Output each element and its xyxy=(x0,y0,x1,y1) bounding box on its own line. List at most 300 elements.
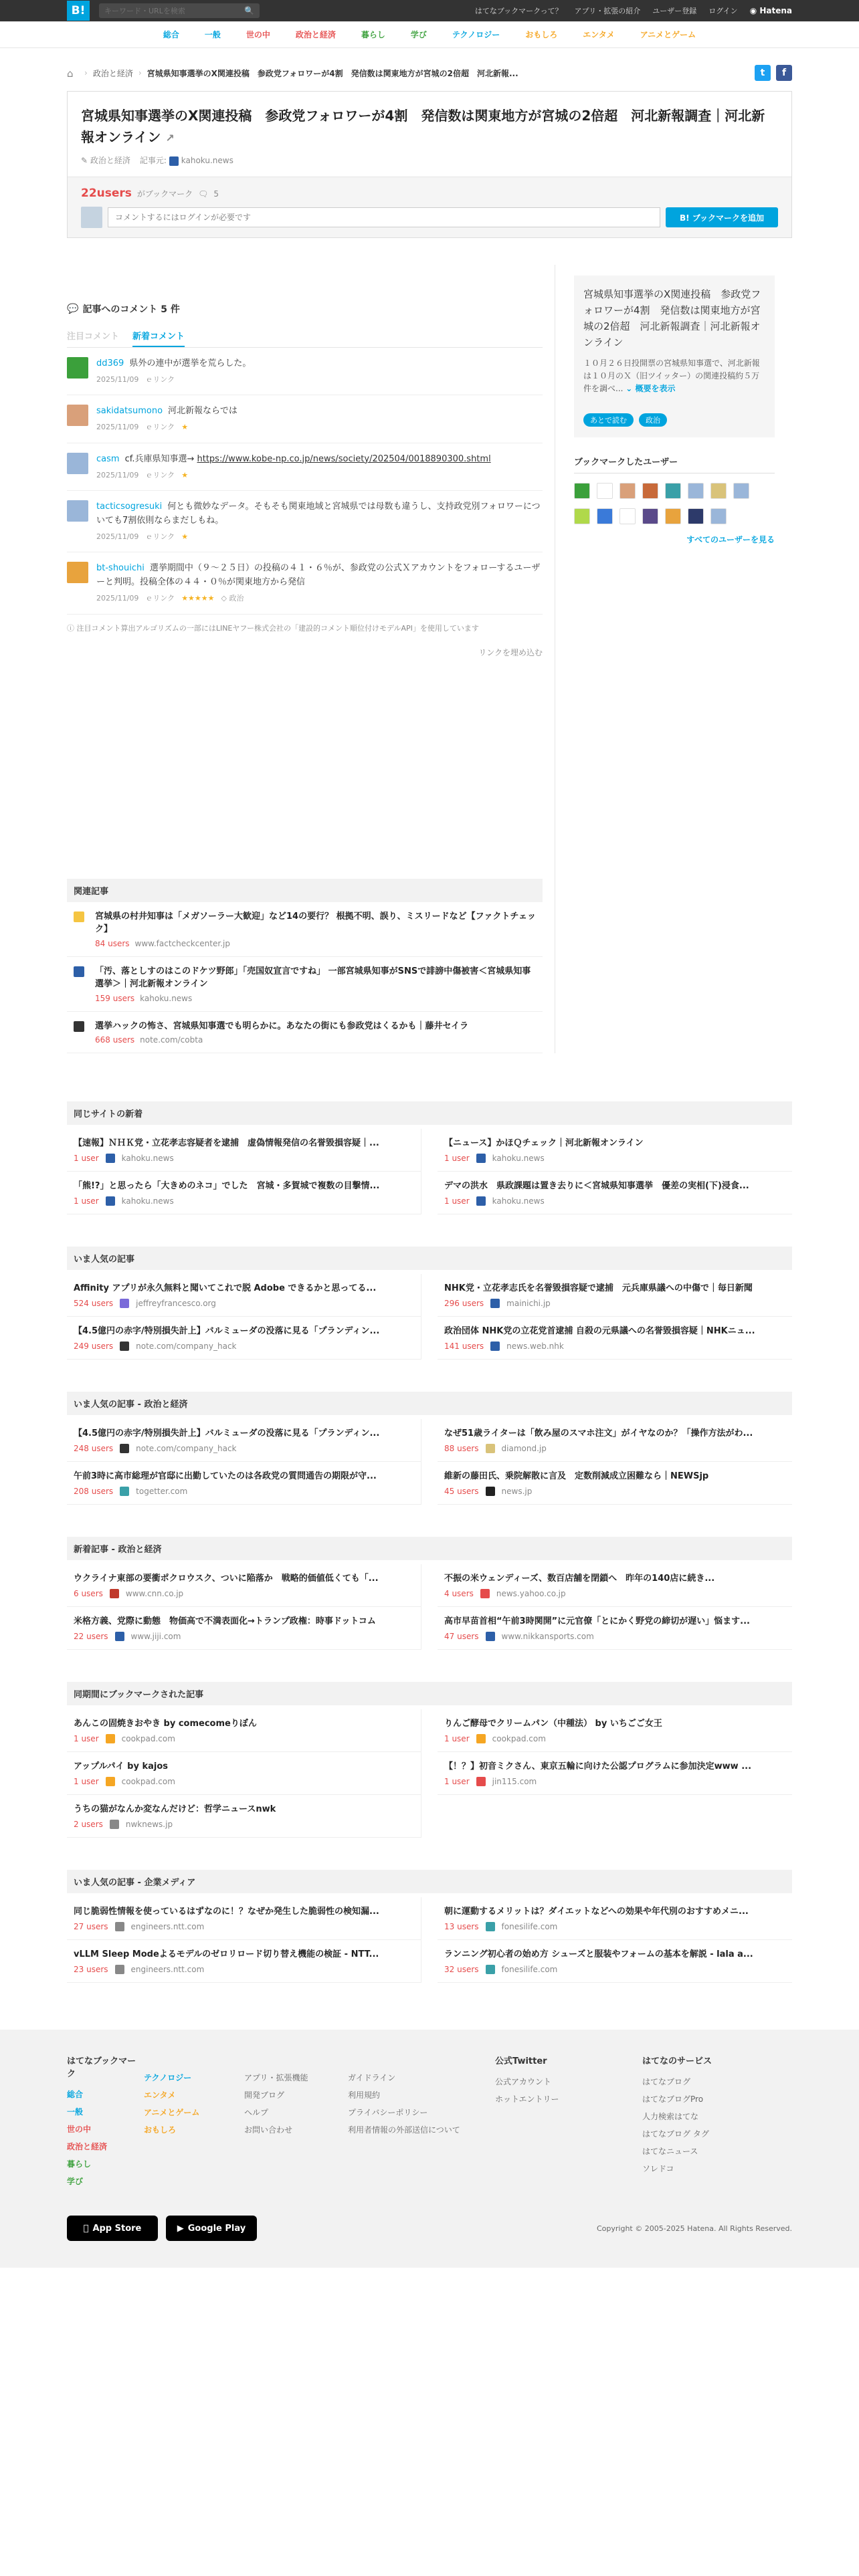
google-play-badge[interactable]: ▶ Google Play xyxy=(166,2216,257,2241)
hatena-brand-link[interactable]: ◉ Hatena xyxy=(749,6,792,15)
article-users[interactable]: 23 users xyxy=(74,1965,108,1975)
article-item xyxy=(438,1752,792,1795)
article-item xyxy=(67,1897,421,1940)
comment-text: 県外の連中が選挙を荒らした。 xyxy=(129,358,252,368)
category-7[interactable]: おもしろ xyxy=(525,30,558,39)
breadcrumb xyxy=(67,58,792,88)
article-item xyxy=(67,1172,421,1214)
footer-link[interactable]: 学び xyxy=(67,2177,84,2187)
comment-permalink[interactable]: ｅリンク xyxy=(145,532,175,541)
article-title[interactable]: 【4.5億円の赤字/特別損失計上】バルミューダの没落に見る「プランディン... xyxy=(74,1428,380,1439)
footer-heading: はてなブックマーク xyxy=(67,2056,136,2080)
article-source[interactable]: cookpad.com xyxy=(492,1734,546,1744)
related-users[interactable]: 159 users xyxy=(95,993,135,1003)
comment-info xyxy=(96,593,543,605)
comment-date[interactable]: 2025/11/09 xyxy=(96,374,139,384)
chevron-right-icon: › xyxy=(84,68,88,78)
footer-link[interactable]: はてなブログPro xyxy=(642,2095,704,2105)
footer-link[interactable]: ガイドライン xyxy=(348,2073,396,2083)
tab-popular-comments[interactable]: 注目コメント xyxy=(67,332,120,342)
external-link-icon[interactable]: ↗ xyxy=(165,132,175,144)
article-users[interactable]: 32 users xyxy=(444,1965,479,1975)
article-title[interactable]: デマの洪水 県政課題は置き去りに＜宮城県知事選挙 優差の実相(下)浸食... xyxy=(444,1181,749,1192)
article-source[interactable]: engineers.ntt.com xyxy=(130,1922,205,1932)
user-avatar[interactable] xyxy=(642,508,658,524)
site-favicon xyxy=(476,1734,486,1743)
article-source[interactable]: fonesilife.com xyxy=(501,1965,558,1975)
footer-link[interactable]: ヘルプ xyxy=(244,2108,269,2118)
user-avatar[interactable] xyxy=(688,508,704,524)
comment-date[interactable]: 2025/11/09 xyxy=(96,470,139,479)
comment-link[interactable]: https://www.kobe-np.co.jp/news/society/202504/0018890300.shtml xyxy=(197,453,491,464)
star-icon[interactable]: ★ xyxy=(181,423,189,432)
comment-username[interactable]: dd369 xyxy=(96,358,124,368)
footer-link[interactable]: 政治と経済 xyxy=(67,2142,108,2152)
comment-username[interactable]: tacticsogresuki xyxy=(96,502,163,512)
main-column xyxy=(67,265,555,1053)
comment-input[interactable] xyxy=(108,207,660,227)
article-users[interactable]: 4 users xyxy=(444,1589,474,1599)
article-title[interactable]: 【4.5億円の赤字/特別損失計上】バルミューダの没落に見る「プランディン... xyxy=(74,1326,380,1337)
category-1[interactable]: 一般 xyxy=(204,30,221,39)
article-item xyxy=(438,1274,792,1317)
article-source[interactable]: fonesilife.com xyxy=(501,1922,558,1932)
article-users[interactable]: 22 users xyxy=(74,1632,108,1642)
article-users[interactable]: 13 users xyxy=(444,1922,479,1932)
article-users[interactable]: 45 users xyxy=(444,1487,479,1497)
site-favicon xyxy=(74,1021,84,1032)
site-favicon xyxy=(490,1341,500,1351)
user-avatar[interactable] xyxy=(597,483,613,499)
twitter-share-icon[interactable]: t xyxy=(755,65,771,81)
tab-new-comments[interactable]: 新着コメント xyxy=(132,325,185,347)
article-title[interactable]: うちの猫がなんか変なんだけど：哲学ニュースnwk xyxy=(74,1804,276,1815)
article-users[interactable]: 1 user xyxy=(74,1196,99,1206)
category-2[interactable]: 世の中 xyxy=(246,30,270,39)
article-sections xyxy=(67,1101,792,1983)
related-item xyxy=(67,1012,543,1054)
article-item xyxy=(438,1129,792,1172)
comment-item xyxy=(67,395,543,443)
user-avatar[interactable] xyxy=(574,508,590,524)
footer-link[interactable]: アプリ・拡張機能 xyxy=(244,2073,308,2083)
users-count-link[interactable]: 22users xyxy=(81,187,132,200)
comment-username[interactable]: bt-shouichi xyxy=(96,563,145,574)
section-heading: いま人気の記事 - 政治と経済 xyxy=(67,1392,792,1415)
tag-politics[interactable]: 政治 xyxy=(639,413,667,427)
footer-link[interactable]: はてなブログ タグ xyxy=(642,2129,709,2139)
chevron-right-icon: › xyxy=(138,68,142,78)
article-title[interactable]: あんこの固焼きおやき by comecomeりぼん xyxy=(74,1719,257,1729)
article-source[interactable]: diamond.jp xyxy=(501,1444,547,1454)
article-title[interactable]: vLLM Sleep Modeよるモデルのゼロリロード切り替え機能の検証 - NTT... xyxy=(74,1949,379,1960)
footer-link[interactable]: 総合 xyxy=(67,2090,84,2100)
share-buttons xyxy=(755,65,792,81)
article-item xyxy=(67,1795,421,1838)
site-favicon xyxy=(486,1922,495,1931)
site-favicon xyxy=(486,1632,495,1641)
site-favicon xyxy=(486,1444,495,1453)
section-heading: 新着記事 - 政治と経済 xyxy=(67,1537,792,1560)
kahoku-favicon xyxy=(169,156,179,166)
article-source[interactable]: kahoku.news xyxy=(492,1196,545,1206)
app-stores xyxy=(67,2216,792,2241)
article-source[interactable]: news.jp xyxy=(501,1487,533,1497)
related-item xyxy=(67,957,543,1012)
comment-icon: 🗨 xyxy=(198,189,209,199)
user-avatar[interactable] xyxy=(665,508,681,524)
star-icon[interactable]: ★ xyxy=(181,470,189,479)
breadcrumb-category[interactable]: 政治と経済 xyxy=(92,68,133,78)
signup-link[interactable]: ユーザー登録 xyxy=(652,7,697,15)
star-icon[interactable]: ★★★★★ xyxy=(181,593,215,603)
article-source[interactable]: jeffreyfrancesco.org xyxy=(136,1299,216,1309)
comment-tag[interactable]: ◇ 政治 xyxy=(221,593,244,603)
article-title[interactable]: 維新の藤田氏、乗院解散に言及 定数削減成立困難なら｜NEWSjp xyxy=(444,1471,709,1482)
avatar[interactable] xyxy=(67,500,88,522)
hatena-bookmark-logo[interactable]: B! xyxy=(67,1,90,21)
article-source[interactable]: kahoku.news xyxy=(492,1154,545,1164)
footer-link[interactable]: お問い合わせ xyxy=(244,2125,293,2135)
search-box[interactable] xyxy=(99,3,260,18)
site-favicon xyxy=(115,1632,124,1641)
comment-item xyxy=(67,443,543,491)
site-favicon xyxy=(120,1341,129,1351)
site-favicon xyxy=(110,1820,119,1829)
article-section xyxy=(67,1682,792,1838)
article-users[interactable]: 1 user xyxy=(74,1734,99,1744)
site-favicon xyxy=(120,1444,129,1453)
article-users[interactable]: 88 users xyxy=(444,1444,479,1454)
footer-link[interactable]: 開発ブログ xyxy=(244,2090,285,2101)
avatar[interactable] xyxy=(67,357,88,379)
site-favicon xyxy=(486,1487,495,1496)
comment-date[interactable]: 2025/11/09 xyxy=(96,532,139,541)
article-source[interactable]: cookpad.com xyxy=(121,1734,175,1744)
article-source[interactable]: engineers.ntt.com xyxy=(130,1965,205,1975)
section-heading: 同期間にブックマークされた記事 xyxy=(67,1682,792,1705)
article-item xyxy=(67,1317,421,1360)
chevron-down-icon: ⌄ xyxy=(626,384,636,394)
comment-permalink[interactable]: ｅリンク xyxy=(145,374,175,384)
category-3[interactable]: 政治と経済 xyxy=(295,30,336,39)
section-heading: いま人気の記事 xyxy=(67,1247,792,1270)
tag-read-later[interactable]: あとで読む xyxy=(583,413,634,427)
related-title[interactable]: 宮城県の村井知事は「メガソーラー大歓迎」など14の要行？ 根拠不明、誤り、ミスリードなど【ファクトチェック】 xyxy=(95,911,536,935)
twitter-heading: 公式Twitter xyxy=(495,2056,547,2067)
article-users[interactable]: 1 user xyxy=(444,1196,470,1206)
article-users[interactable]: 1 user xyxy=(444,1154,470,1164)
show-summary-link[interactable]: ⌄ 概要を表示 xyxy=(626,384,676,394)
article-title[interactable]: 同じ脆弱性情報を使っているはずなのに！？なぜか発生した脆弱性の検知漏... xyxy=(74,1907,379,1917)
bookmark-user-grid xyxy=(574,483,775,524)
user-avatar[interactable] xyxy=(574,483,590,499)
user-avatar[interactable] xyxy=(597,508,613,524)
comment-bubble-icon: 💬 xyxy=(67,304,79,314)
article-source[interactable]: news.yahoo.co.jp xyxy=(496,1589,566,1599)
source-link[interactable]: kahoku.news xyxy=(181,156,233,165)
category-6[interactable]: テクノロジー xyxy=(452,30,500,39)
apps-link[interactable]: アプリ・拡張の紹介 xyxy=(574,7,641,15)
article-title[interactable]: 午前3時に高市総理が官邸に出勤していたのは各政党の質問通告の期限が守... xyxy=(74,1471,377,1482)
breadcrumb-current: 宮城県知事選挙のX関連投稿 参政党フォロワーが4割 発信数は関東地方が宮城の2倍超 河北新報... xyxy=(147,68,518,78)
article-users[interactable]: 6 users xyxy=(74,1589,103,1599)
site-favicon xyxy=(120,1487,129,1496)
user-avatar[interactable] xyxy=(619,483,636,499)
article-source[interactable]: note.com/company_hack xyxy=(136,1341,237,1352)
article-item xyxy=(438,1462,792,1505)
article-title[interactable]: 米格方義、党際に動態 物価高で不満表面化→トランプ政権：時事ドットコム xyxy=(74,1616,376,1627)
category-8[interactable]: エンタメ xyxy=(583,30,615,39)
category-nav xyxy=(0,21,859,48)
article-users[interactable]: 1 user xyxy=(74,1154,99,1164)
article-item xyxy=(438,1317,792,1360)
related-source[interactable]: www.factcheckcenter.jp xyxy=(134,938,230,948)
user-avatar[interactable] xyxy=(642,483,658,499)
article-title[interactable]: 「熊!?」と思ったら「大きめのネコ」でした 宮城・多賀城で複数の目撃情... xyxy=(74,1181,380,1192)
comment-text: 何とも微妙なデータ。そもそも関東地域と宮城県では母数も違うし、支持政党別フォロワーについても7割依則ならまだしもね。 xyxy=(96,502,541,526)
play-icon: ▶ xyxy=(177,2223,184,2234)
footer-link[interactable]: 利用規約 xyxy=(348,2090,381,2101)
article-item xyxy=(438,1897,792,1940)
footer-link[interactable]: ホットエントリー xyxy=(495,2095,559,2105)
apple-icon xyxy=(84,2224,89,2234)
site-favicon xyxy=(476,1196,486,1206)
article-source[interactable]: kahoku.news xyxy=(121,1154,174,1164)
comments-heading: 💬 記事へのコメント 5 件 xyxy=(67,304,180,315)
article-item xyxy=(67,1462,421,1505)
article-users[interactable]: 1 user xyxy=(74,1777,99,1787)
footer-link[interactable]: 世の中 xyxy=(67,2125,92,2135)
comment-text: cf.兵庫県知事選→ xyxy=(124,453,197,464)
article-users[interactable]: 248 users xyxy=(74,1444,114,1454)
user-avatar[interactable] xyxy=(733,483,749,499)
users-line xyxy=(81,187,778,200)
comment-permalink[interactable]: ｅリンク xyxy=(145,593,175,603)
site-favicon xyxy=(110,1589,119,1598)
avatar[interactable] xyxy=(67,453,88,474)
site-favicon xyxy=(106,1777,115,1786)
site-favicon xyxy=(486,1965,495,1974)
bookmark-label: がブックマーク xyxy=(136,189,193,199)
entry-box xyxy=(67,91,792,238)
article-item xyxy=(67,1607,421,1650)
category-0[interactable]: 総合 xyxy=(163,30,179,39)
article-users[interactable]: 1 user xyxy=(444,1777,470,1787)
comment-item xyxy=(67,348,543,395)
footer xyxy=(0,2030,859,2268)
article-title[interactable]: Affinity アプリが永久無料と聞いてこれで脱 Adobe できるかと思ってる... xyxy=(74,1283,377,1294)
add-bookmark-button[interactable]: B! ブックマークを追加 xyxy=(666,207,778,227)
article-title[interactable]: ウクライナ東部の要衝ポクロウスク、ついに陥落か 戦略的価値低くても「... xyxy=(74,1574,379,1584)
article-source[interactable]: jin115.com xyxy=(492,1777,537,1787)
user-avatar[interactable] xyxy=(710,508,727,524)
comment-tabs xyxy=(67,325,543,348)
sidebar-summary xyxy=(574,276,775,437)
embed-link[interactable]: リンクを埋め込む xyxy=(478,647,543,657)
footer-link[interactable]: はてなニュース xyxy=(642,2147,698,2157)
article-item xyxy=(67,1419,421,1462)
article-source[interactable]: kahoku.news xyxy=(121,1196,174,1206)
footer-link[interactable]: プライバシーポリシー xyxy=(348,2108,428,2118)
article-item xyxy=(438,1940,792,1983)
article-users[interactable]: 296 users xyxy=(444,1299,484,1309)
article-source[interactable]: cookpad.com xyxy=(121,1777,175,1787)
article-item xyxy=(67,1709,421,1752)
star-icon[interactable]: ★ xyxy=(181,532,189,541)
article-title[interactable]: NHK党・立花孝志氏を名誉毀損容疑で逮捕 元兵庫県議への中傷で｜毎日新聞 xyxy=(444,1283,753,1294)
article-users[interactable]: 2 users xyxy=(74,1820,103,1830)
related-heading: 関連記事 xyxy=(67,879,543,902)
login-link[interactable]: ログイン xyxy=(708,7,738,15)
article-title[interactable]: なぜ51歳ライターは「飲み屋のスマホ注文」がイヤなのか？「操作方法がわ... xyxy=(444,1428,753,1439)
category-icon: ✎ xyxy=(81,156,90,165)
comment-list xyxy=(67,348,543,615)
article-item xyxy=(438,1172,792,1214)
site-favicon xyxy=(476,1777,486,1786)
site-favicon xyxy=(476,1154,486,1163)
comment-permalink[interactable]: ｅリンク xyxy=(145,470,175,479)
article-title[interactable]: 【速報】ＮＨＫ党・立花孝志容疑者を逮捕 虚偽情報発信の名誉毀損容疑｜... xyxy=(74,1138,379,1149)
entry-title[interactable]: 宮城県知事選挙のX関連投稿 参政党フォロワーが4割 発信数は関東地方が宮城の2倍超 河北新報調査｜河北新報オンライン ↗ xyxy=(81,108,765,145)
article-users[interactable]: 47 users xyxy=(444,1632,479,1642)
source-label: 記事元: xyxy=(139,156,167,165)
article-section xyxy=(67,1870,792,1983)
article-title[interactable]: ランニング初心者の始め方 シューズと服装やフォームの基本を解説 - lala a... xyxy=(444,1949,753,1960)
related-title[interactable]: 「汚、落としすのはこのドケツ野郎」「売国奴宣言ですね」 一部宮城県知事がSNSで誹謗中傷被害＜宮城県知事選挙＞｜河北新報オンライン xyxy=(95,966,531,990)
related-source[interactable]: kahoku.news xyxy=(140,993,193,1003)
article-title[interactable]: 【！？】初音ミクさん、東京五輪に向けた公認プログラムに参加決定www ... xyxy=(444,1761,752,1772)
article-title[interactable]: 【ニュース】かほＱチェック｜河北新報オンライン xyxy=(444,1138,644,1149)
section-heading: 同じサイトの新着 xyxy=(67,1101,792,1125)
algorithm-note: ⓘ 注目コメント算出アルゴリズムの一部にはLINEヤフー株式会社の「建設的コメント順位付けモデルAPI」を使用しています xyxy=(67,623,479,633)
article-users[interactable]: 524 users xyxy=(74,1299,114,1309)
article-source[interactable]: togetter.com xyxy=(136,1487,188,1497)
article-source[interactable]: www.jiji.com xyxy=(130,1632,181,1642)
article-title[interactable]: アップルパイ by kajos xyxy=(74,1761,169,1772)
facebook-share-icon[interactable]: f xyxy=(776,65,792,81)
avatar[interactable] xyxy=(67,405,88,426)
footer-link[interactable]: 公式アカウント xyxy=(495,2077,551,2087)
article-source[interactable]: mainichi.jp xyxy=(506,1299,551,1309)
article-source[interactable]: www.nikkansports.com xyxy=(501,1632,594,1642)
article-title[interactable]: 不振の米ウェンディーズ、数百店舗を閉鎖へ 昨年の140店に続き... xyxy=(444,1574,715,1584)
article-item xyxy=(67,1752,421,1795)
site-favicon xyxy=(490,1299,500,1308)
comment-text: 選挙期間中（９～２５日）の投稿の４１・６％が、参政党の公式Ｘアカウントをフォローするユーザーと判明。投稿全体の４４・０％が関東地方から発信 xyxy=(96,563,541,588)
comment-form xyxy=(81,207,778,228)
related-users[interactable]: 668 users xyxy=(95,1035,135,1045)
copyright: Copyright © 2005-2025 Hatena. All Rights Reserved. xyxy=(596,2224,792,2233)
comment-item xyxy=(67,491,543,552)
footer-link[interactable]: 暮らし xyxy=(67,2159,92,2169)
article-section xyxy=(67,1247,792,1360)
site-favicon xyxy=(106,1734,115,1743)
related-title[interactable]: 選挙ハックの怖さ、宮城県知事選でも明らかに。あなたの街にも参政党はくるかも｜藤井セイラ xyxy=(95,1021,469,1031)
article-item xyxy=(67,1940,421,1983)
comment-permalink[interactable]: ｅリンク xyxy=(145,423,175,432)
article-users[interactable]: 141 users xyxy=(444,1341,484,1352)
comment-date[interactable]: 2025/11/09 xyxy=(96,423,139,432)
about-link[interactable]: はてなブックマークって？ xyxy=(474,7,563,15)
all-users-link[interactable]: すべてのユーザーを見る xyxy=(686,534,775,544)
search-icon[interactable]: 🔍 xyxy=(244,6,254,15)
article-title[interactable]: 政治団体 NHK党の立花党首逮捕 自殺の元県議への名誉毀損容疑｜NHKニュ... xyxy=(444,1326,755,1337)
footer-link[interactable]: エンタメ xyxy=(144,2090,176,2101)
avatar xyxy=(81,207,102,228)
article-source[interactable]: www.cnn.co.jp xyxy=(125,1589,184,1599)
comment-text: 河北新報ならでは xyxy=(168,406,237,417)
search-input[interactable] xyxy=(104,7,244,15)
footer-link[interactable]: 利用者情報の外部送信について xyxy=(348,2125,460,2135)
article-title[interactable]: りんご酵母でクリームパン（中種法） by いちごご女王 xyxy=(444,1719,662,1729)
avatar[interactable] xyxy=(67,562,88,583)
article-item xyxy=(438,1607,792,1650)
entry-category-link[interactable]: ✎ 政治と経済 xyxy=(81,156,130,165)
footer-link[interactable]: テクノロジー xyxy=(144,2073,192,2083)
footer-link[interactable]: 一般 xyxy=(67,2107,84,2117)
article-users[interactable]: 208 users xyxy=(74,1487,114,1497)
footer-link[interactable]: 人力検索はてな xyxy=(642,2112,699,2122)
article-section xyxy=(67,1101,792,1214)
home-icon[interactable]: ⌂ xyxy=(67,68,74,80)
user-avatar[interactable] xyxy=(665,483,681,499)
footer-link[interactable]: ソレドコ xyxy=(642,2164,674,2174)
user-avatar[interactable] xyxy=(688,483,704,499)
article-title[interactable]: 朝に運動するメリットは？ダイエットなどへの効果や年代別のおすすめメニ... xyxy=(444,1907,749,1917)
article-title[interactable]: 高市早苗首相“午前3時関開”に元官僚「とにかく野党の締切が遅い」悩ます... xyxy=(444,1616,750,1627)
footer-link[interactable]: アニメとゲーム xyxy=(144,2108,200,2118)
comment-info xyxy=(96,374,543,386)
services-heading: はてなのサービス xyxy=(642,2056,712,2067)
article-source[interactable]: news.web.nhk xyxy=(506,1341,564,1352)
article-item xyxy=(67,1274,421,1317)
related-item xyxy=(67,902,543,957)
article-section xyxy=(67,1537,792,1650)
category-5[interactable]: 学び xyxy=(410,30,427,39)
footer-link[interactable]: おもしろ xyxy=(144,2125,177,2135)
footer-link[interactable]: はてなブログ xyxy=(642,2077,691,2087)
app-store-badge[interactable]: App Store xyxy=(67,2216,158,2241)
article-users[interactable]: 27 users xyxy=(74,1922,108,1932)
site-favicon xyxy=(106,1196,115,1206)
entry-meta xyxy=(81,154,778,166)
article-users[interactable]: 249 users xyxy=(74,1341,114,1352)
category-4[interactable]: 暮らし xyxy=(361,30,385,39)
comment-info xyxy=(96,421,543,433)
site-favicon xyxy=(480,1589,490,1598)
sidebar-title: 宮城県知事選挙のX関連投稿 参政党フォロワーが4割 発信数は関東地方が宮城の2倍超 河北新報調査｜河北新報オンライン xyxy=(583,288,761,348)
related-users[interactable]: 84 users xyxy=(95,938,130,948)
site-favicon xyxy=(106,1154,115,1163)
hatena-icon: ◉ xyxy=(749,6,760,15)
category-9[interactable]: アニメとゲーム xyxy=(640,30,696,39)
user-avatar[interactable] xyxy=(619,508,636,524)
site-favicon xyxy=(115,1922,124,1931)
comment-date[interactable]: 2025/11/09 xyxy=(96,593,139,603)
comment-username[interactable]: sakidatsumono xyxy=(96,406,163,417)
article-source[interactable]: nwknews.jp xyxy=(125,1820,173,1830)
user-avatar[interactable] xyxy=(710,483,727,499)
article-item xyxy=(438,1419,792,1462)
article-users[interactable]: 1 user xyxy=(444,1734,470,1744)
bookmark-users-heading: ブックマークしたユーザー xyxy=(574,455,775,473)
site-favicon xyxy=(74,966,84,977)
related-source[interactable]: note.com/cobta xyxy=(140,1035,203,1045)
site-favicon xyxy=(120,1299,129,1308)
article-source[interactable]: note.com/company_hack xyxy=(136,1444,237,1454)
comment-username[interactable]: casm xyxy=(96,453,120,464)
